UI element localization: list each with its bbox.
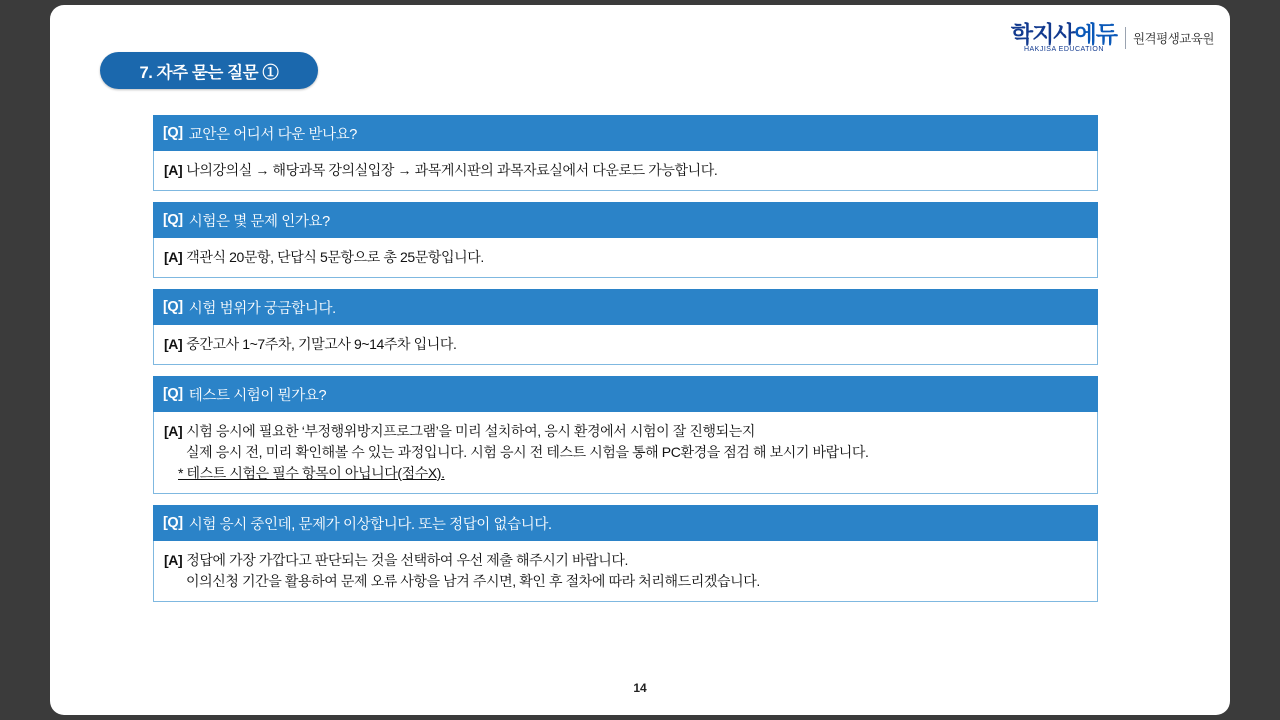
question-text: 시험 범위가 궁금합니다. (188, 300, 336, 317)
answer-note-text: * 테스트 시험은 필수 항목이 아닙니다(점수X). (178, 465, 445, 481)
faq-question-bar (153, 289, 1098, 325)
logo-subtitle: 원격평생교육원 (1132, 32, 1214, 46)
answer-text: 객관식 20문항, 단답식 5문항으로 총 25문항입니다. (186, 249, 484, 265)
section-title: 7. 자주 묻는 질문 ① (100, 52, 318, 89)
question-tag: [Q] (163, 299, 183, 315)
faq-answer-box (153, 325, 1098, 365)
faq-item (153, 505, 1098, 602)
answer-tag: [A] (164, 162, 183, 178)
faq-question-bar (153, 115, 1098, 151)
faq-item (153, 202, 1098, 278)
answer-text: 시험 응시에 필요한 ‘부정행위방지프로그램’을 미리 설치하여, 응시 환경에서 시험이 잘 진행되는지 (186, 423, 756, 439)
question-tag: [Q] (163, 386, 183, 402)
faq-item (153, 289, 1098, 365)
answer-line (164, 421, 1087, 442)
logo-english-name: HAKJISA EDUCATION (1023, 45, 1104, 53)
answer-line: 이의신청 기간을 활용하여 문제 오류 사항을 남겨 주시면, 확인 후 절차에 따라 처리해드리겠습니다. (186, 573, 760, 589)
faq-answer-box (153, 151, 1098, 191)
faq-answer-box (153, 412, 1098, 494)
faq-question-bar (153, 202, 1098, 238)
question-tag: [Q] (163, 125, 183, 141)
faq-item (153, 376, 1098, 494)
question-text: 테스트 시험이 뭔가요? (188, 387, 327, 404)
logo-ko-secondary: 에듀 (1074, 20, 1117, 47)
faq-list (153, 115, 1098, 613)
question-text: 교안은 어디서 다운 받나요? (188, 126, 357, 143)
answer-tag: [A] (164, 423, 183, 439)
answer-note (164, 463, 1087, 484)
page-number: 14 (633, 681, 647, 695)
faq-answer-box (153, 238, 1098, 278)
faq-answer-box (153, 541, 1098, 602)
answer-tag: [A] (164, 552, 183, 568)
answer-line (164, 160, 1087, 181)
slide-canvas (50, 5, 1230, 715)
question-text: 시험 응시 중인데, 문제가 이상합니다. 또는 정답이 없습니다. (188, 516, 552, 533)
faq-question-bar (153, 376, 1098, 412)
faq-question-bar (153, 505, 1098, 541)
logo-ko-primary: 학지사 (1010, 20, 1075, 47)
answer-tag: [A] (164, 336, 183, 352)
question-tag: [Q] (163, 212, 183, 228)
answer-line (164, 550, 1087, 571)
logo-wordmark (1010, 20, 1117, 47)
question-tag: [Q] (163, 515, 183, 531)
answer-line: 실제 응시 전, 미리 확인해볼 수 있는 과정입니다. 시험 응시 전 테스트 시험을 통해 PC환경을 점검 해 보시기 바랍니다. (186, 444, 869, 460)
logo-mark (1010, 20, 1117, 54)
answer-tag: [A] (164, 249, 183, 265)
faq-item (153, 115, 1098, 191)
logo-divider (1125, 27, 1126, 49)
answer-line (164, 247, 1087, 268)
answer-text: 중간고사 1~7주차, 기말고사 9~14주차 입니다. (186, 336, 457, 352)
answer-text: 나의강의실 → 해당과목 강의실입장 → 과목게시판의 과목자료실에서 다운로드 가능합니다. (186, 162, 718, 178)
answer-text: 정답에 가장 가깝다고 판단되는 것을 선택하여 우선 제출 해주시기 바랍니다. (186, 552, 628, 568)
question-text: 시험은 몇 문제 인가요? (188, 213, 330, 230)
answer-line (164, 334, 1087, 355)
brand-logo (1011, 21, 1214, 55)
